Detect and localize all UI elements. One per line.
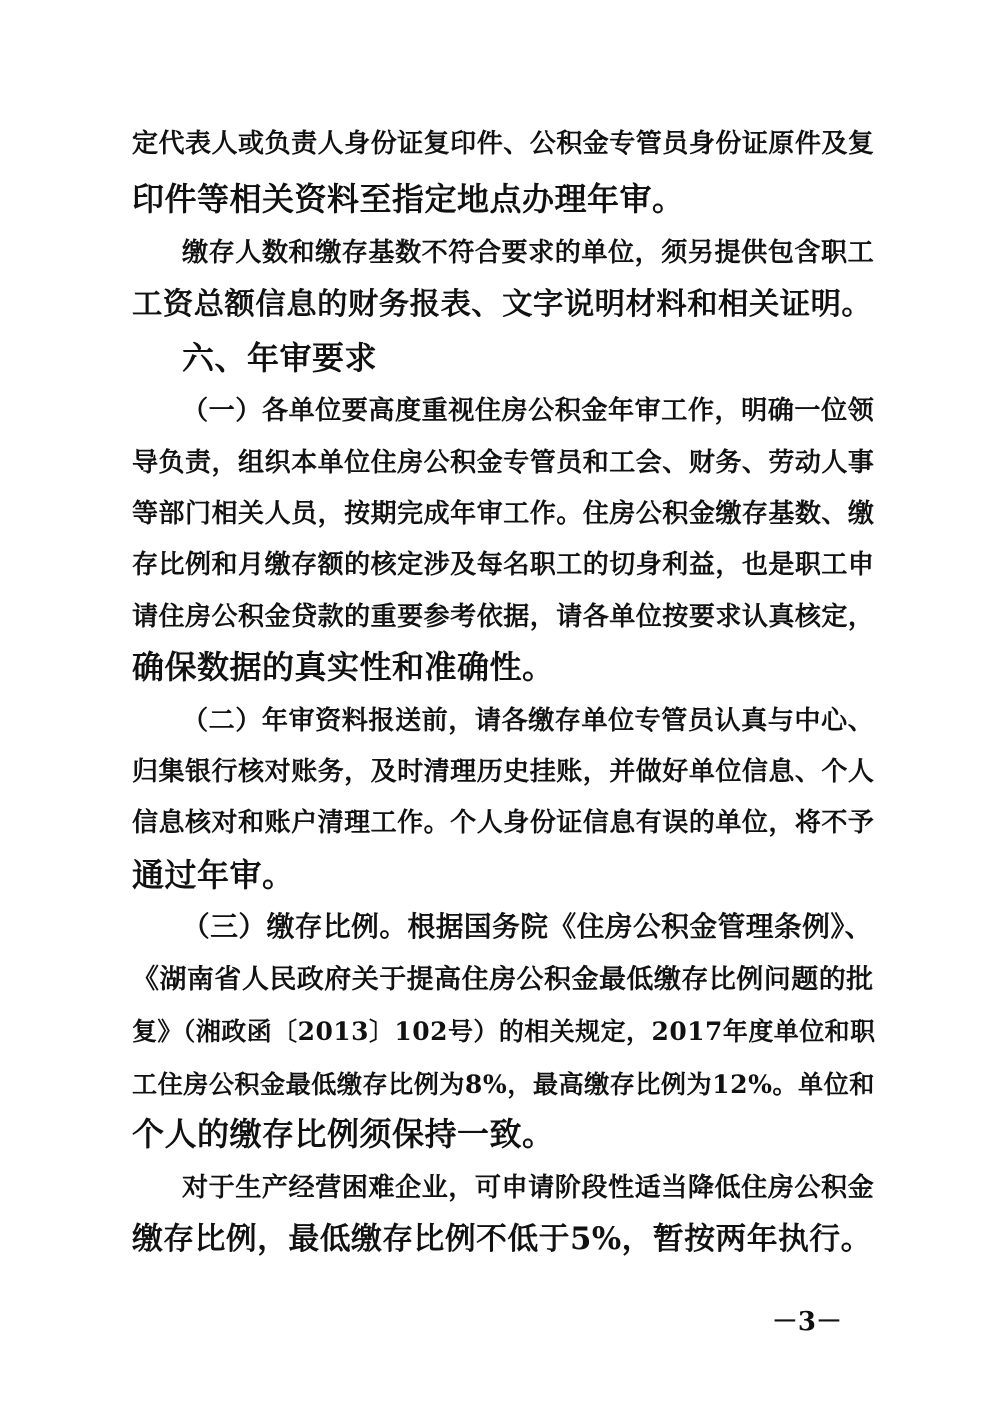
text-line: 请住房公积金贷款的重要参考依据，请各单位按要求认真核定， (132, 602, 875, 632)
text-line: 存比例和月缴存额的核定涉及每名职工的切身利益，也是职工申 (132, 550, 875, 580)
text-line: 《湖南省人民政府关于提高住房公积金最低缴存比例问题的批 (132, 964, 874, 995)
text-line: 对于生产经营困难企业，可申请阶段性适当降低住房公积金 (182, 1172, 875, 1203)
text-line: 等部门相关人员，按期完成年审工作。住房公积金缴存基数、缴 (132, 499, 875, 529)
text-line: 通过年审。 (132, 856, 295, 894)
text-line: 个人的缴存比例须保持一致。 (132, 1115, 555, 1153)
text-line: 定代表人或负责人身份证复印件、公积金专管员身份证原件及复 (132, 129, 875, 159)
text-line: 复》（湘政函〔2013〕102号）的相关规定，2017年度单位和职 (132, 1017, 876, 1046)
text-line: 确保数据的真实性和准确性。 (132, 648, 555, 686)
text-line: 工资总额信息的财务报表、文字说明材料和相关证明。 (132, 287, 873, 322)
text-line: 归集银行核对账务，及时清理历史挂账，并做好单位信息、个人 (132, 757, 875, 787)
text-line: （三）缴存比例。根据国务院《住房公积金管理条例》、 (182, 910, 873, 943)
text-line: （二）年审资料报送前，请各缴存单位专管员认真与中心、 (182, 705, 875, 736)
section-heading: 六、年审要求 (182, 339, 378, 377)
text-line: 缴存比例，最低缴存比例不低于5%，暂按两年执行。 (132, 1221, 872, 1257)
text-line: （一）各单位要高度重视住房公积金年审工作，明确一位领 (182, 395, 875, 426)
page-number: －3－ (771, 1307, 842, 1337)
text-line: 导负责，组织本单位住房公积金专管员和工会、财务、劳动人事 (132, 448, 875, 478)
text-line: 工住房公积金最低缴存比例为8%，最高缴存比例为12%。单位和 (132, 1069, 875, 1099)
text-line: 信息核对和账户清理工作。个人身份证信息有误的单位，将不予 (132, 808, 875, 838)
text-line: 缴存人数和缴存基数不符合要求的单位，须另提供包含职工 (182, 237, 875, 268)
text-line: 印件等相关资料至指定地点办理年审。 (132, 180, 685, 218)
